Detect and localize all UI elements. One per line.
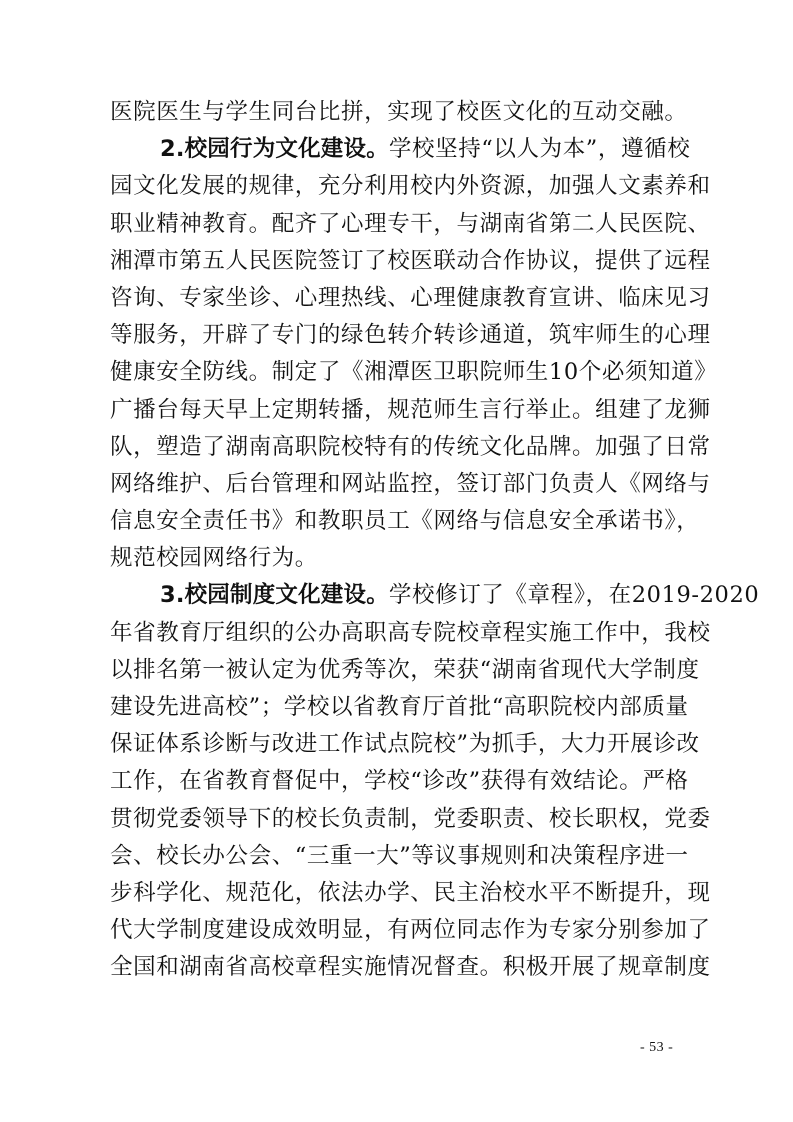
text-line: 建设先进高校”；学校以省教育厅首批“高职院校内部质量 <box>110 694 689 720</box>
text-line: 等服务，开辟了专门的绿色转介转诊通道，筑牢师生的心理 <box>110 322 711 349</box>
page-number: - 53 - <box>640 1040 674 1055</box>
text-line: 以排名第一被认定为优秀等次，荣获“湖南省现代大学制度 <box>110 656 700 683</box>
text-line: 职业精神教育。配齐了心理专干，与湖南省第二人民医院、 <box>110 210 711 237</box>
text-line: 园文化发展的规律，充分利用校内外资源，加强人文素养和 <box>110 173 711 200</box>
text-line: 规范校园网络行为。 <box>110 545 318 572</box>
text-line: 年省教育厅组织的公办高职高专院校章程实施工作中，我校 <box>110 619 711 646</box>
body-text <box>110 94 760 987</box>
text-line: 健康安全防线。制定了《湘潭医卫职院师生10个必须知道》 <box>110 359 718 386</box>
text-line: 咨询、专家坐诊、心理热线、心理健康教育宣讲、临床见习 <box>110 284 711 311</box>
section-heading-institution-culture: 3.校园制度文化建设。 <box>160 582 389 609</box>
text-line: 网络维护、后台管理和网站监控，签订部门负责人《网络与 <box>110 470 711 497</box>
text-line: 贯彻党委领导下的校长负责制，党委职责、校长职权，党委 <box>110 805 711 832</box>
text-line: 广播台每天早上定期转播，规范师生言行举止。组建了龙狮 <box>110 396 711 423</box>
text-line: 队，塑造了湖南高职院校特有的传统文化品牌。加强了日常 <box>110 433 711 460</box>
text-line: 湘潭市第五人民医院签订了校医联动合作协议，提供了远程 <box>110 247 711 274</box>
text-line: 会、校长办公会、“三重一大”等议事规则和决策程序进一 <box>110 842 689 869</box>
text-line: 步科学化、规范化，依法办学、民主治校水平不断提升，现 <box>110 879 711 906</box>
section-heading-line: 2.校园行为文化建设。学校坚持“以人为本”，遵循校 <box>160 136 691 163</box>
section-heading-behavior-culture: 2.校园行为文化建设。 <box>160 136 389 163</box>
text-line: 保证体系诊断与改进工作试点院校”为抓手，大力开展诊改 <box>110 731 700 758</box>
text-line: 工作，在省教育督促中，学校“诊改”获得有效结论。严格 <box>110 768 689 795</box>
text-line: 全国和湖南省高校章程实施情况督查。积极开展了规章制度 <box>110 954 711 981</box>
text-line: 信息安全责任书》和教职员工《网络与信息安全承诺书》， <box>110 508 700 535</box>
section-heading-line: 3.校园制度文化建设。学校修订了《章程》，在2019-2020 <box>160 582 760 609</box>
text-line: 医院医生与学生同台比拼，实现了校医文化的互动交融。 <box>110 99 688 125</box>
text-line: 代大学制度建设成效明显，有两位同志作为专家分别参加了 <box>110 917 711 944</box>
